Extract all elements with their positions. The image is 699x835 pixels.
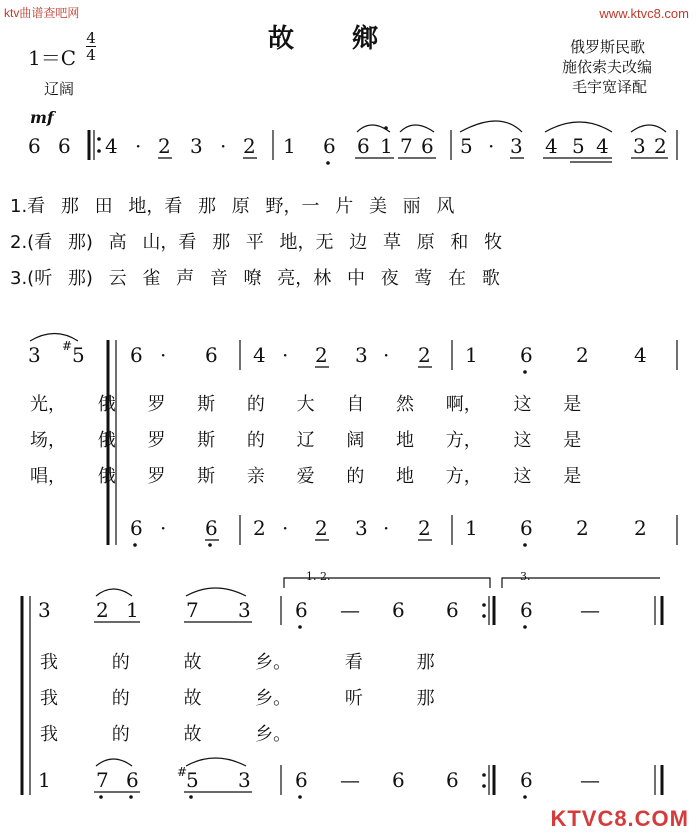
svg-text:3: 3 xyxy=(510,134,523,158)
lyrics-sys1-verse1: 1.看 那 田 地，看 那 原 野，一 片 美 丽 风 xyxy=(10,196,455,217)
svg-text:2: 2 xyxy=(654,134,667,158)
lyrics-sys1-verse3: 3.(听 那) 云 雀 声 音 嘹 亮，林 中 夜 莺 在 歌 xyxy=(10,268,500,289)
svg-text:2: 2 xyxy=(576,343,589,367)
volta-3-label: 3. xyxy=(520,570,531,583)
svg-text:2: 2 xyxy=(243,134,256,158)
svg-text:1: 1 xyxy=(126,598,139,622)
svg-text:2: 2 xyxy=(634,516,647,540)
svg-text:6: 6 xyxy=(520,516,533,540)
svg-text:6: 6 xyxy=(58,134,71,158)
lyrics-sys3-verse1: 我 的 故 乡。 看 那 xyxy=(40,652,435,673)
time-signature: 4 4 xyxy=(86,29,96,64)
svg-text:2: 2 xyxy=(315,343,328,367)
svg-text:4: 4 xyxy=(596,134,609,158)
svg-text:7: 7 xyxy=(186,598,199,622)
svg-text:2: 2 xyxy=(418,516,431,540)
svg-text:6: 6 xyxy=(520,768,533,792)
dynamic-marking: mf xyxy=(30,108,54,127)
svg-text:6: 6 xyxy=(205,516,218,540)
svg-text:6: 6 xyxy=(130,343,143,367)
svg-text:4: 4 xyxy=(634,343,647,367)
svg-text:·: · xyxy=(488,134,495,158)
svg-text:1: 1 xyxy=(380,134,393,158)
svg-text:2: 2 xyxy=(253,516,266,540)
svg-text:1: 1 xyxy=(465,516,478,540)
svg-text:3: 3 xyxy=(355,516,368,540)
svg-text:—: — xyxy=(340,768,360,792)
svg-text:7: 7 xyxy=(96,768,109,792)
svg-text:6: 6 xyxy=(323,134,336,158)
svg-text:·: · xyxy=(383,343,390,367)
svg-text:·: · xyxy=(220,134,227,158)
svg-text:4: 4 xyxy=(105,134,118,158)
svg-text:6: 6 xyxy=(357,134,370,158)
svg-text:6: 6 xyxy=(130,516,143,540)
credit-origin: 俄罗斯民歌 xyxy=(570,38,646,56)
svg-text:6: 6 xyxy=(295,768,308,792)
key-signature: 1＝C xyxy=(28,46,77,70)
svg-text:6: 6 xyxy=(126,768,139,792)
svg-text:—: — xyxy=(580,598,600,622)
svg-text:6: 6 xyxy=(392,598,405,622)
svg-text:5: 5 xyxy=(72,343,85,367)
tempo-marking: 辽阔 xyxy=(44,80,75,98)
svg-text:4: 4 xyxy=(253,343,266,367)
svg-text:·: · xyxy=(160,343,167,367)
watermark-bottom: KTVC8.COM xyxy=(550,806,689,831)
svg-text:2: 2 xyxy=(418,343,431,367)
svg-text:—: — xyxy=(340,598,360,622)
volta-1-2-label: 1. 2. xyxy=(306,570,331,583)
svg-text:6: 6 xyxy=(446,598,459,622)
svg-text:6: 6 xyxy=(392,768,405,792)
watermark-url: www.ktvc8.com xyxy=(599,6,689,21)
svg-text:6: 6 xyxy=(421,134,434,158)
credit-translator: 毛宇宽译配 xyxy=(572,78,648,96)
lyrics-sys2-verse1: 光， 俄 罗 斯 的 大 自 然 啊， 这 是 xyxy=(30,394,582,415)
svg-text:6: 6 xyxy=(28,134,41,158)
svg-text:4: 4 xyxy=(545,134,558,158)
svg-text:1: 1 xyxy=(465,343,478,367)
svg-text:2: 2 xyxy=(576,516,589,540)
svg-text:3: 3 xyxy=(190,134,203,158)
svg-text:#: # xyxy=(177,765,188,779)
lyrics-sys2-verse3: 唱， 俄 罗 斯 亲 爱 的 地 方， 这 是 xyxy=(30,466,582,487)
svg-text:2: 2 xyxy=(158,134,171,158)
svg-text:·: · xyxy=(282,516,289,540)
svg-text:3: 3 xyxy=(355,343,368,367)
svg-text:3: 3 xyxy=(633,134,646,158)
svg-text:1: 1 xyxy=(38,768,51,792)
svg-text:2: 2 xyxy=(96,598,109,622)
svg-text:3: 3 xyxy=(38,598,51,622)
svg-text:6: 6 xyxy=(520,598,533,622)
svg-text:6: 6 xyxy=(446,768,459,792)
svg-text:3: 3 xyxy=(238,768,251,792)
lyrics-sys1-verse2: 2.(看 那) 高 山，看 那 平 地，无 边 草 原 和 牧 xyxy=(10,232,503,253)
svg-text:5: 5 xyxy=(572,134,585,158)
credit-arranger: 施依索夫改编 xyxy=(562,58,653,76)
svg-text:·: · xyxy=(383,516,390,540)
lyrics-sys3-verse3: 我 的 故 乡。 xyxy=(40,724,292,745)
svg-text:3: 3 xyxy=(28,343,41,367)
svg-text:6: 6 xyxy=(205,343,218,367)
svg-text:·: · xyxy=(160,516,167,540)
svg-text:5: 5 xyxy=(186,768,199,792)
lyrics-sys3-verse2: 我 的 故 乡。 听 那 xyxy=(40,688,435,709)
svg-text:3: 3 xyxy=(238,598,251,622)
lyrics-sys2-verse2: 场， 俄 罗 斯 的 辽 阔 地 方， 这 是 xyxy=(30,430,582,451)
svg-text:—: — xyxy=(580,768,600,792)
svg-text:1: 1 xyxy=(283,134,296,158)
svg-text:6: 6 xyxy=(520,343,533,367)
svg-text:2: 2 xyxy=(315,516,328,540)
svg-text:5: 5 xyxy=(460,134,473,158)
svg-text:·: · xyxy=(282,343,289,367)
watermark-top: ktv曲谱查吧网 xyxy=(4,6,80,20)
svg-text:7: 7 xyxy=(400,134,413,158)
svg-text:#: # xyxy=(62,339,73,353)
svg-text:·: · xyxy=(135,134,142,158)
svg-text:6: 6 xyxy=(295,598,308,622)
song-title: 故鄉 xyxy=(268,24,437,54)
